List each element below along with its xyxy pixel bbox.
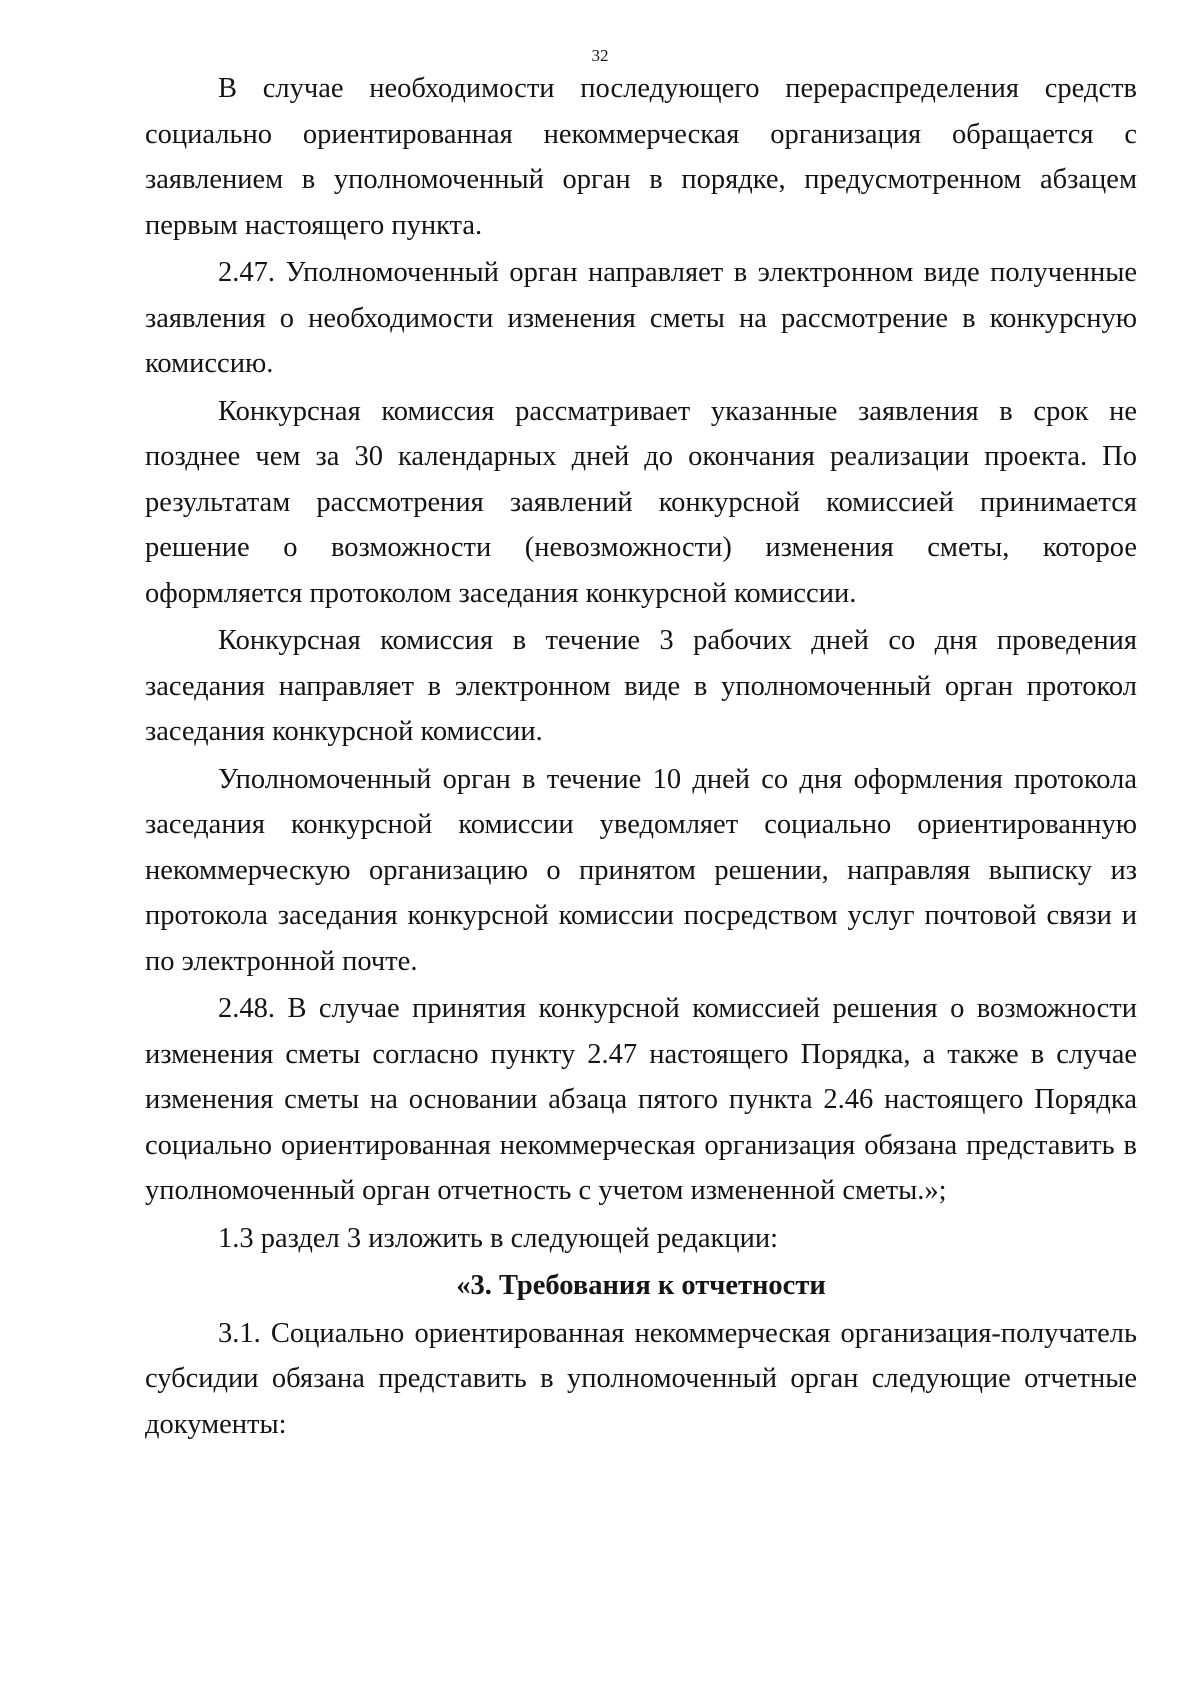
paragraph-commission-review: Конкурсная комиссия рассматривает указанные заявления в срок не позднее чем за 30 календарных дней до окончания реализации проекта. По результатам рассмотрения заявлений конкурсной комиссией принимается решение о возможности (невозможности) изменения сметы, которое оформляется протоколом заседания конкурсной комиссии. (145, 395, 1137, 609)
paragraph-1-3: 1.3 раздел 3 изложить в следующей редакции: (218, 1222, 778, 1254)
paragraph-2-48: 2.48. В случае принятия конкурсной комиссией решения о возможности изменения сметы согласно пункту 2.47 настоящего Порядка, а также в случае изменения сметы на основании абзаца пятого пункта 2.46 настоящего Порядка социально ориентированная некоммерческая организация обязана представить в уполномоченный орган отчетность с учетом измененной сметы.»; (145, 993, 1137, 1206)
paragraph-notification: Уполномоченный орган в течение 10 дней со дня оформления протокола заседания конкурсной комиссии уведомляет социально ориентированную некоммерческую организацию о принятом решении, направляя выписку из протокола заседания конкурсной комиссии посредством услуг почтовой связи и по электронной почте. (145, 763, 1137, 977)
paragraph-2-47: 2.47. Уполномоченный орган направляет в электронном виде полученные заявления о необходимости изменения сметы на рассмотрение в конкурсную комиссию. (145, 257, 1137, 379)
document-body (145, 66, 1137, 1449)
paragraph-redistribution: В случае необходимости последующего перераспределения средств социально ориентированная некоммерческая организация обращается с заявлением в уполномоченный орган в порядке, предусмотренном абзацем первым настоящего пункта. (145, 73, 1137, 241)
paragraph-commission-protocol: Конкурсная комиссия в течение 3 рабочих дней со дня проведения заседания направляет в электронном виде в уполномоченный орган протокол заседания конкурсной комиссии. (145, 625, 1137, 747)
page-number: 32 (591, 46, 609, 65)
section-heading: «3. Требования к отчетности (456, 1270, 826, 1301)
paragraph-3-1: 3.1. Социально ориентированная некоммерческая организация-получатель субсидии обязана представить в уполномоченный орган следующие отчетные документы: (145, 1317, 1137, 1440)
